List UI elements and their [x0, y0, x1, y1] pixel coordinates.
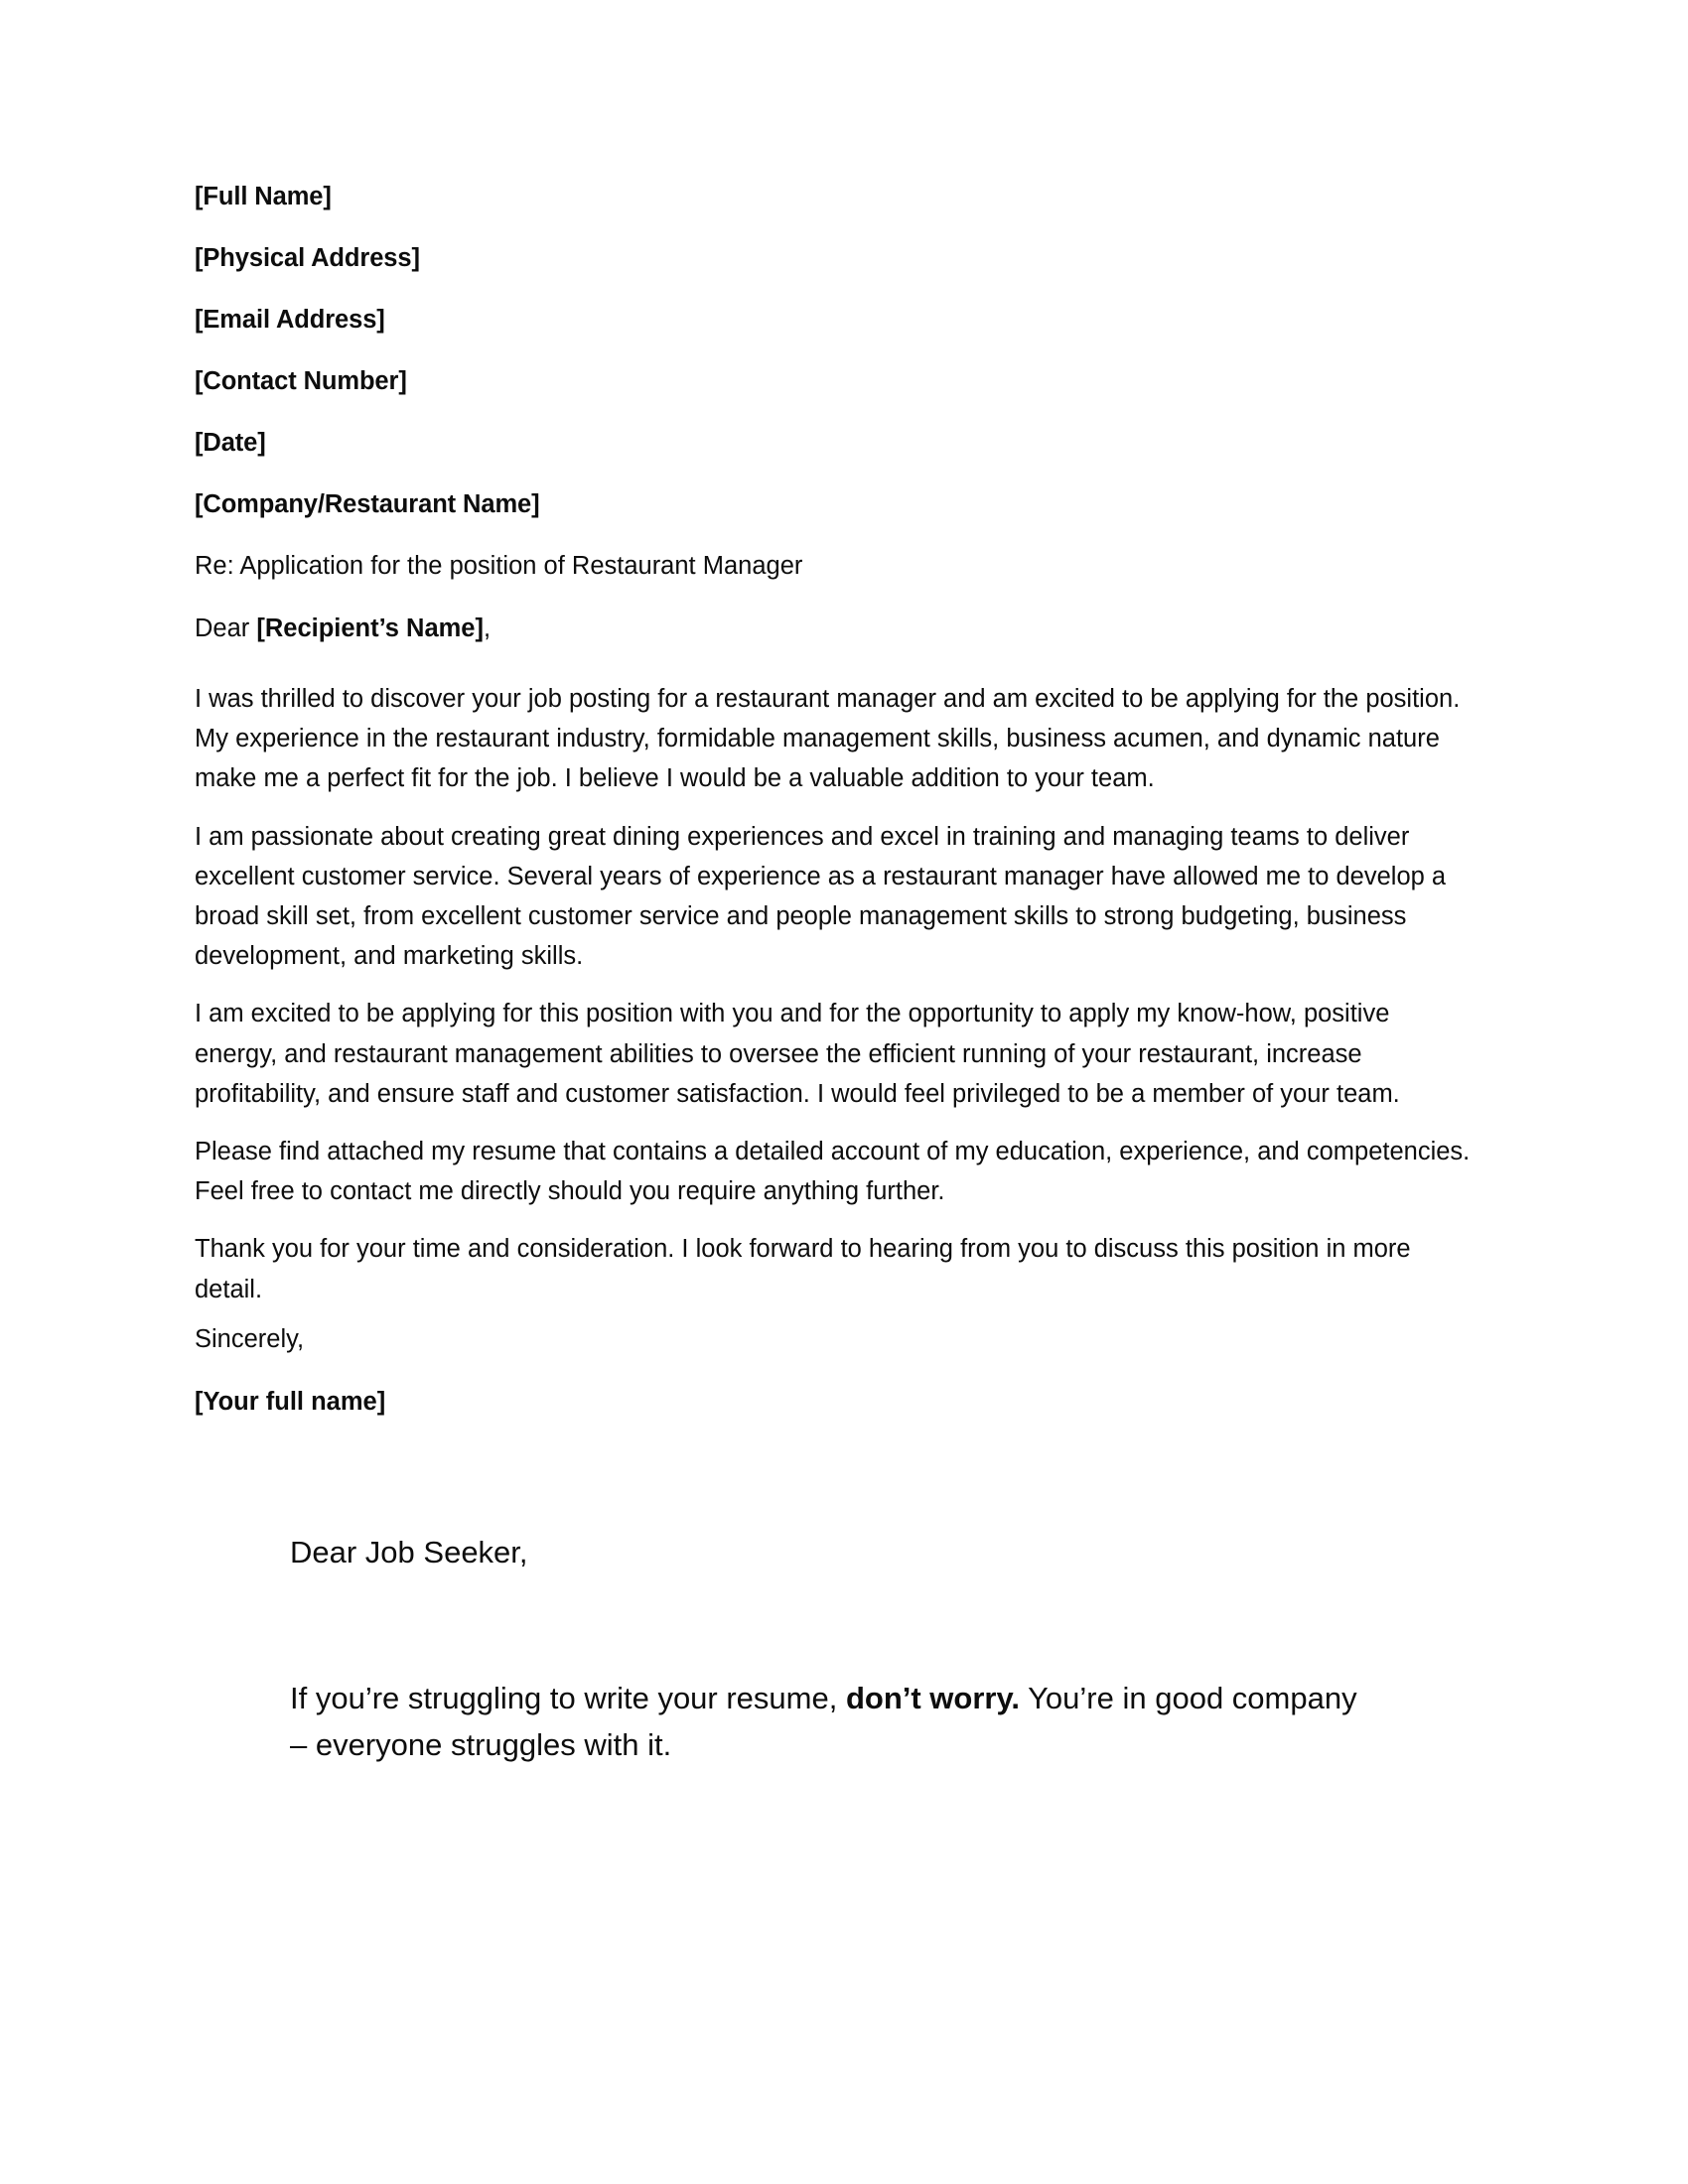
note-body	[290, 1675, 1367, 1768]
salutation-line	[195, 616, 1481, 642]
header-line-physical-address: [Physical Address]	[195, 244, 420, 272]
body-paragraph-1: I was thrilled to discover your job posting for a restaurant manager and am excited to be applying for the position. My experience in the restaurant industry, formidable management skills, business acumen, and dynamic nature make me a perfect fit for the job. I believe I would be a valuable addition to your team.	[195, 685, 1461, 793]
note-greeting: Dear Job Seeker,	[290, 1535, 528, 1570]
body-paragraph-3: I am excited to be applying for this position with you and for the opportunity to apply my know-how, positive energy, and restaurant management abilities to oversee the efficient running of your restaurant, increase profitability, and ensure staff and customer satisfaction. I would feel privileged to be a member of your team.	[195, 1000, 1400, 1108]
body-paragraph-5: Thank you for your time and consideration. I look forward to hearing from you to discuss this position in more detail.	[195, 1235, 1411, 1303]
job-seeker-note	[290, 1537, 1402, 1768]
body-paragraph-2: I am passionate about creating great dining experiences and excel in training and managing teams to deliver excellent customer service. Several years of experience as a restaurant manager have allowed me to develop a broad skill set, from excellent customer service and people management skills to strong budgeting, business development, and marketing skills.	[195, 822, 1447, 971]
note-body-part-1: If you’re struggling to write your resume,	[290, 1681, 846, 1715]
body-paragraph-4: Please find attached my resume that contains a detailed account of my education, experience, and competencies. Feel free to contact me directly should you require anything further.	[195, 1138, 1471, 1206]
salutation-prefix: Dear	[195, 614, 257, 642]
header-line-company-name: [Company/Restaurant Name]	[195, 490, 540, 518]
header-line-contact-number: [Contact Number]	[195, 367, 407, 395]
note-body-part-2: You’re in good company – everyone struggles with it.	[290, 1681, 1357, 1762]
note-body-emphasis: don’t worry.	[845, 1681, 1021, 1715]
salutation-recipient-placeholder: [Recipient’s Name]	[256, 614, 484, 642]
cover-letter-body	[195, 185, 1481, 1416]
header-line-date: [Date]	[195, 429, 266, 457]
header-line-full-name: [Full Name]	[195, 183, 332, 210]
closing-line: Sincerely,	[195, 1324, 305, 1353]
subject-line: Re: Application for the position of Restaurant Manager	[195, 552, 803, 580]
salutation-suffix: ,	[483, 614, 492, 642]
signature-placeholder: [Your full name]	[195, 1388, 386, 1417]
header-line-email-address: [Email Address]	[195, 306, 385, 334]
